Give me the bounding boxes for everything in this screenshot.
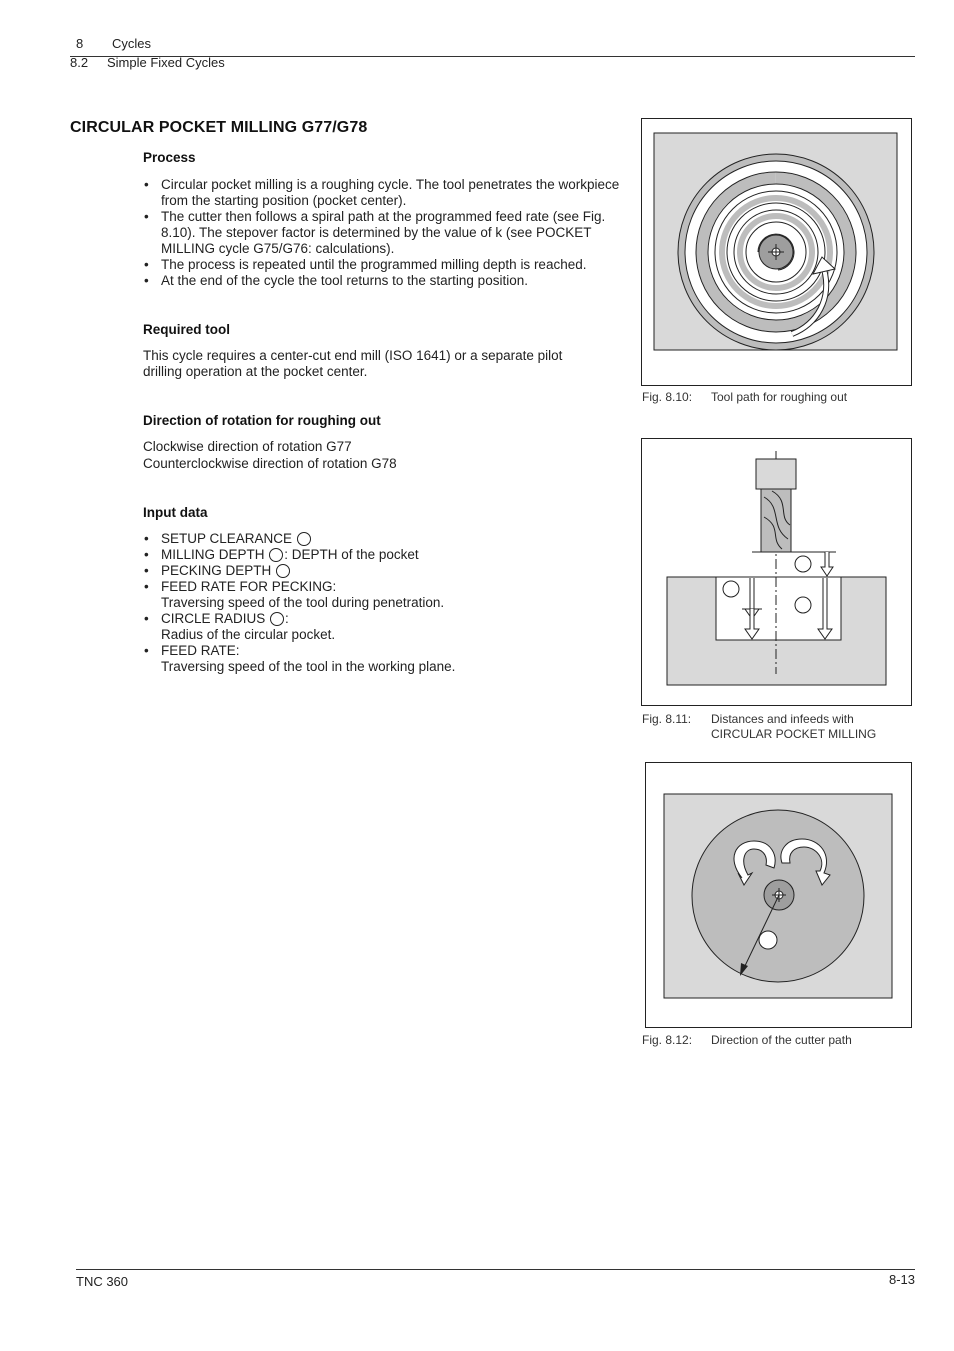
rotation-heading: Direction of rotation for roughing out [143,413,381,428]
footer-rule [76,1269,915,1270]
safety-marker [795,556,811,572]
list-item: • FEED RATE: Traversing speed of the tool in the working plane. [143,643,613,675]
rotation-ccw: Counterclockwise direction of rotation G78 [143,456,397,471]
parameter-circle [269,548,283,562]
chapter-title: Cycles [112,36,152,51]
chapter-number: 8 [76,36,84,51]
spiral-path-illustration [642,119,911,385]
figure-tool-path [641,118,912,386]
setup-clearance-marker [723,581,739,597]
list-item: • At the end of the cycle the tool returns to the starting position. [143,273,623,289]
parameter-circle [270,612,284,626]
parameter-circle [276,564,290,578]
parameter-circle [297,532,311,546]
footer-model: TNC 360 [76,1274,129,1289]
list-item: • The cutter then follows a spiral path at the programmed feed rate (see Fig. 8.10). The stepover factor is determined by the value of k (see POCKET MILLING cycle G75/G76: calculations). [143,209,623,257]
list-item: • The process is repeated until the programmed milling depth is reached. [143,257,623,273]
direction-illustration [646,763,911,1027]
input-heading: Input data [143,505,208,520]
input-list [143,531,613,675]
radius-marker [759,931,777,949]
section-title: Simple Fixed Cycles [107,55,225,70]
caption-fig-8-10: Fig. 8.10: Tool path for roughing out [642,390,848,404]
process-heading: Process [143,150,196,165]
depth-marker [795,597,811,613]
page-title: CIRCULAR POCKET MILLING G77/G78 [70,119,368,136]
rotation-cw: Clockwise direction of rotation G77 [143,439,352,454]
required-tool-text: This cycle requires a center-cut end mill (ISO 1641) or a separate pilot drilling operation at the pocket center. [143,348,563,379]
list-item: • SETUP CLEARANCE [143,531,613,547]
process-list [143,177,623,289]
infeed-illustration [642,439,911,705]
figure-infeeds [641,438,912,706]
list-item: • FEED RATE FOR PECKING: Traversing speed of the tool during penetration. [143,579,613,611]
figure-cutter-direction [645,762,912,1028]
list-item: • Circular pocket milling is a roughing cycle. The tool penetrates the workpiece from the starting position (pocket center). [143,177,623,209]
cutter-icon [759,235,793,269]
list-item: • MILLING DEPTH : DEPTH of the pocket [143,547,613,563]
section-number: 8.2 [70,55,89,70]
list-item: • CIRCLE RADIUS : Radius of the circular pocket. [143,611,613,643]
list-item: • PECKING DEPTH [143,563,613,579]
end-mill-icon [756,459,796,552]
required-tool-heading: Required tool [143,322,230,337]
page-number: 8-13 [888,1272,915,1287]
caption-fig-8-12: Fig. 8.12: Direction of the cutter path [642,1033,852,1047]
caption-fig-8-11: Fig. 8.11: Distances and infeeds with CIRCULAR POCKET MILLING [642,712,877,741]
